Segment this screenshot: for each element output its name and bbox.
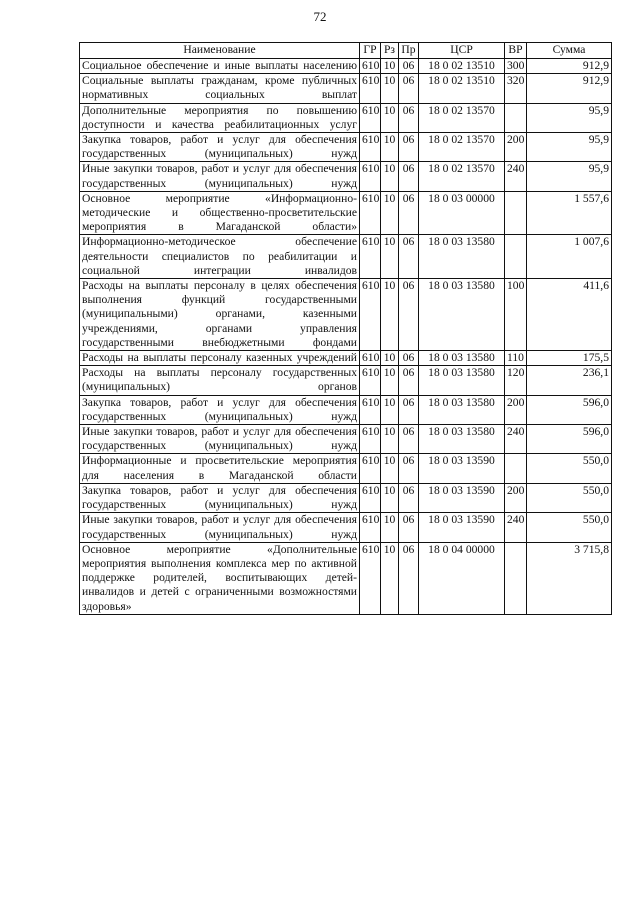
table-row [80, 483, 612, 512]
row-csr-cell: 18 0 03 00000 [419, 191, 505, 235]
row-rz-cell: 10 [381, 366, 399, 395]
row-csr-cell: 18 0 03 13580 [419, 366, 505, 395]
row-pr-cell: 06 [399, 191, 419, 235]
row-csr-cell: 18 0 02 13510 [419, 59, 505, 74]
row-sum-cell: 912,9 [527, 59, 612, 74]
table-row [80, 366, 612, 395]
row-rz-cell: 10 [381, 59, 399, 74]
row-name-cell: Иные закупки товаров, работ и услуг для обеспечения государственных (муниципальных) нужд [80, 513, 360, 542]
row-vr-cell: 200 [505, 483, 527, 512]
row-rz-cell: 10 [381, 395, 399, 424]
row-gr-cell: 610 [360, 425, 381, 454]
row-rz-cell: 10 [381, 351, 399, 366]
row-csr-cell: 18 0 03 13590 [419, 513, 505, 542]
table-row [80, 74, 612, 103]
table-row [80, 191, 612, 235]
row-gr-cell: 610 [360, 351, 381, 366]
row-gr-cell: 610 [360, 279, 381, 351]
row-name-cell: Информационно-методическое обеспечение деятельности специалистов по реабилитации и социальной интеграции инвалидов [80, 235, 360, 279]
row-name-cell: Основное мероприятие «Дополнительные мероприятия выполнения комплекса мер по активной поддержке родителей, воспитывающих детей-инвалидов и детей с ограниченными возможностями здоровья» [80, 542, 360, 614]
row-vr-cell: 240 [505, 162, 527, 191]
row-pr-cell: 06 [399, 454, 419, 483]
row-name-cell: Иные закупки товаров, работ и услуг для обеспечения государственных (муниципальных) нужд [80, 425, 360, 454]
row-pr-cell: 06 [399, 542, 419, 614]
row-gr-cell: 610 [360, 59, 381, 74]
row-rz-cell: 10 [381, 74, 399, 103]
row-sum-cell: 95,9 [527, 162, 612, 191]
header-gr: ГР [360, 43, 381, 59]
row-pr-cell: 06 [399, 235, 419, 279]
row-vr-cell: 320 [505, 74, 527, 103]
row-sum-cell: 3 715,8 [527, 542, 612, 614]
row-csr-cell: 18 0 02 13510 [419, 74, 505, 103]
row-pr-cell: 06 [399, 59, 419, 74]
row-csr-cell: 18 0 04 00000 [419, 542, 505, 614]
table-row [80, 133, 612, 162]
row-pr-cell: 06 [399, 483, 419, 512]
row-csr-cell: 18 0 03 13590 [419, 483, 505, 512]
table-body [80, 59, 612, 615]
row-csr-cell: 18 0 03 13590 [419, 454, 505, 483]
row-pr-cell: 06 [399, 74, 419, 103]
row-csr-cell: 18 0 03 13580 [419, 279, 505, 351]
row-rz-cell: 10 [381, 513, 399, 542]
row-sum-cell: 1 007,6 [527, 235, 612, 279]
row-pr-cell: 06 [399, 103, 419, 132]
table-row [80, 542, 612, 614]
row-vr-cell [505, 235, 527, 279]
header-rz: Рз [381, 43, 399, 59]
row-gr-cell: 610 [360, 454, 381, 483]
table-row [80, 351, 612, 366]
row-sum-cell: 550,0 [527, 454, 612, 483]
row-sum-cell: 1 557,6 [527, 191, 612, 235]
row-name-cell: Расходы на выплаты персоналу государственных (муниципальных) органов [80, 366, 360, 395]
row-vr-cell: 240 [505, 513, 527, 542]
row-name-cell: Информационные и просветительские мероприятия для населения в Магаданской области [80, 454, 360, 483]
row-gr-cell: 610 [360, 103, 381, 132]
row-pr-cell: 06 [399, 395, 419, 424]
header-pr: Пр [399, 43, 419, 59]
row-gr-cell: 610 [360, 191, 381, 235]
table-row [80, 425, 612, 454]
table-row [80, 235, 612, 279]
row-rz-cell: 10 [381, 133, 399, 162]
row-csr-cell: 18 0 03 13580 [419, 425, 505, 454]
row-vr-cell [505, 191, 527, 235]
row-pr-cell: 06 [399, 366, 419, 395]
row-rz-cell: 10 [381, 542, 399, 614]
row-name-cell: Расходы на выплаты персоналу казенных учреждений [80, 351, 360, 366]
row-name-cell: Социальное обеспечение и иные выплаты населению [80, 59, 360, 74]
table-row [80, 59, 612, 74]
row-csr-cell: 18 0 02 13570 [419, 103, 505, 132]
row-name-cell: Дополнительные мероприятия по повышению доступности и качества реабилитационных услуг [80, 103, 360, 132]
row-vr-cell [505, 454, 527, 483]
row-vr-cell: 110 [505, 351, 527, 366]
row-gr-cell: 610 [360, 235, 381, 279]
table-row [80, 395, 612, 424]
row-gr-cell: 610 [360, 133, 381, 162]
table-header-row [80, 43, 612, 59]
page-number: 72 [313, 9, 327, 24]
row-gr-cell: 610 [360, 162, 381, 191]
row-csr-cell: 18 0 03 13580 [419, 395, 505, 424]
row-vr-cell: 200 [505, 133, 527, 162]
row-vr-cell: 200 [505, 395, 527, 424]
row-csr-cell: 18 0 03 13580 [419, 235, 505, 279]
row-name-cell: Социальные выплаты гражданам, кроме публичных нормативных социальных выплат [80, 74, 360, 103]
table-row [80, 162, 612, 191]
row-vr-cell: 120 [505, 366, 527, 395]
row-pr-cell: 06 [399, 279, 419, 351]
table-row [80, 279, 612, 351]
row-name-cell: Закупка товаров, работ и услуг для обеспечения государственных (муниципальных) нужд [80, 395, 360, 424]
row-pr-cell: 06 [399, 513, 419, 542]
row-sum-cell: 411,6 [527, 279, 612, 351]
row-pr-cell: 06 [399, 351, 419, 366]
row-rz-cell: 10 [381, 454, 399, 483]
row-rz-cell: 10 [381, 235, 399, 279]
row-gr-cell: 610 [360, 74, 381, 103]
table-row [80, 513, 612, 542]
row-csr-cell: 18 0 03 13580 [419, 351, 505, 366]
row-gr-cell: 610 [360, 395, 381, 424]
row-sum-cell: 596,0 [527, 395, 612, 424]
row-vr-cell [505, 103, 527, 132]
row-rz-cell: 10 [381, 425, 399, 454]
row-gr-cell: 610 [360, 483, 381, 512]
header-vr: ВР [505, 43, 527, 59]
row-csr-cell: 18 0 02 13570 [419, 162, 505, 191]
row-name-cell: Основное мероприятие «Информационно-методические и общественно-просветительские мероприятия в Магаданской области» [80, 191, 360, 235]
row-rz-cell: 10 [381, 191, 399, 235]
row-rz-cell: 10 [381, 279, 399, 351]
header-name: Наименование [80, 43, 360, 59]
row-name-cell: Закупка товаров, работ и услуг для обеспечения государственных (муниципальных) нужд [80, 483, 360, 512]
row-sum-cell: 596,0 [527, 425, 612, 454]
row-name-cell: Иные закупки товаров, работ и услуг для обеспечения государственных (муниципальных) нужд [80, 162, 360, 191]
row-sum-cell: 236,1 [527, 366, 612, 395]
row-name-cell: Расходы на выплаты персоналу в целях обеспечения выполнения функций государственными (муниципальными) органами, казенными учреждениями, органами управления государственными внебюджетными фондами [80, 279, 360, 351]
table-row [80, 103, 612, 132]
row-name-cell: Закупка товаров, работ и услуг для обеспечения государственных (муниципальных) нужд [80, 133, 360, 162]
row-pr-cell: 06 [399, 162, 419, 191]
row-rz-cell: 10 [381, 483, 399, 512]
row-sum-cell: 912,9 [527, 74, 612, 103]
header-sum: Сумма [527, 43, 612, 59]
row-sum-cell: 175,5 [527, 351, 612, 366]
row-sum-cell: 95,9 [527, 133, 612, 162]
row-vr-cell [505, 542, 527, 614]
row-gr-cell: 610 [360, 542, 381, 614]
budget-table [79, 42, 612, 615]
row-rz-cell: 10 [381, 162, 399, 191]
row-vr-cell: 240 [505, 425, 527, 454]
row-csr-cell: 18 0 02 13570 [419, 133, 505, 162]
row-sum-cell: 95,9 [527, 103, 612, 132]
row-pr-cell: 06 [399, 133, 419, 162]
row-sum-cell: 550,0 [527, 513, 612, 542]
header-csr: ЦСР [419, 43, 505, 59]
row-vr-cell: 100 [505, 279, 527, 351]
row-gr-cell: 610 [360, 513, 381, 542]
row-vr-cell: 300 [505, 59, 527, 74]
table-row [80, 454, 612, 483]
row-sum-cell: 550,0 [527, 483, 612, 512]
row-gr-cell: 610 [360, 366, 381, 395]
row-rz-cell: 10 [381, 103, 399, 132]
row-pr-cell: 06 [399, 425, 419, 454]
